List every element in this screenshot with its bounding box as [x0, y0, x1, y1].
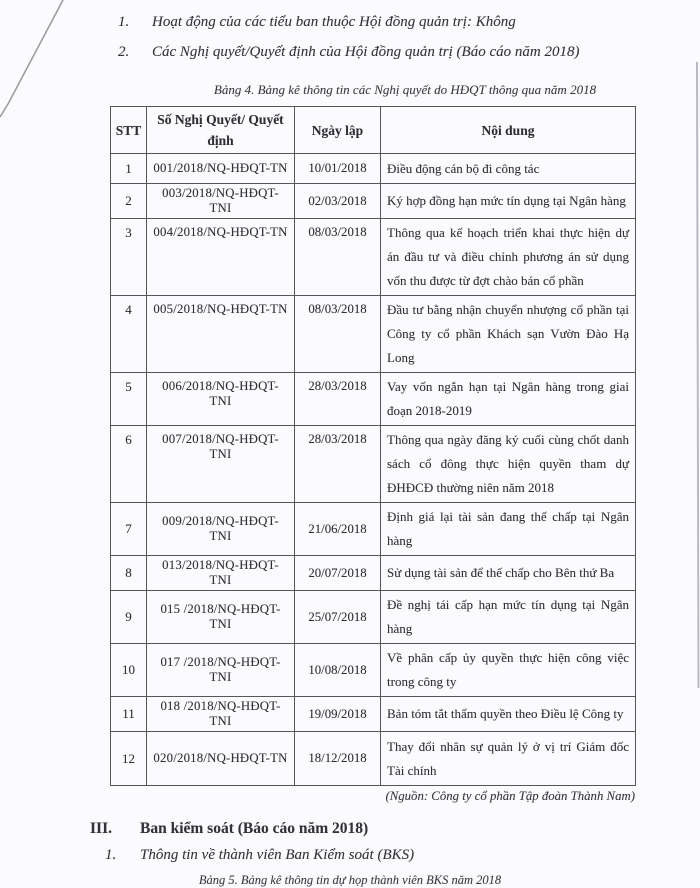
table-row [111, 732, 636, 786]
cell-content: Bản tóm tắt thẩm quyền theo Điều lệ Công ty [381, 697, 636, 732]
cell-stt: 7 [111, 503, 147, 556]
header-content: Nội dung [381, 107, 636, 154]
table-row [111, 591, 636, 644]
table-row [111, 556, 636, 591]
section3-sub-item [0, 847, 700, 864]
source-note: (Nguồn: Công ty cổ phần Tập đoàn Thành Nam) [385, 789, 635, 803]
cell-content: Đầu tư bằng nhận chuyển nhượng cổ phần tại Công ty cổ phần Khách sạn Vườn Đào Hạ Long [381, 296, 636, 373]
cell-resolution-number: 020/2018/NQ-HĐQT-TN [147, 732, 295, 786]
cell-date: 21/06/2018 [295, 503, 381, 556]
cell-stt: 3 [111, 219, 147, 296]
cell-date: 19/09/2018 [295, 697, 381, 732]
scan-edge-line [697, 62, 699, 688]
table-row [111, 503, 636, 556]
cell-resolution-number: 017 /2018/NQ-HĐQT-TNI [147, 644, 295, 697]
table-row [111, 296, 636, 373]
cell-content: Định giá lại tài sản đang thế chấp tại Ngân hàng [381, 503, 636, 556]
cell-stt: 5 [111, 373, 147, 426]
cell-content: Thay đổi nhân sự quản lý ở vị trí Giám đốc Tài chính [381, 732, 636, 786]
intro-item-number: 1. [118, 14, 130, 30]
table4-caption: Bảng 4. Bảng kê thông tin các Nghị quyết do HĐQT thông qua năm 2018 [213, 82, 597, 97]
cell-date: 02/03/2018 [295, 184, 381, 219]
section-title: Ban kiểm soát (Báo cáo năm 2018) [140, 820, 369, 837]
cell-resolution-number: 003/2018/NQ-HĐQT-TNI [147, 184, 295, 219]
resolutions-table [110, 106, 636, 786]
cell-stt: 6 [111, 426, 147, 503]
header-stt: STT [111, 107, 147, 154]
intro-item-1 [0, 12, 700, 32]
header-date: Ngày lập [295, 107, 381, 154]
intro-item-number: 2. [118, 44, 130, 60]
cell-resolution-number: 013/2018/NQ-HĐQT-TNI [147, 556, 295, 591]
table-row [111, 426, 636, 503]
cell-date: 10/01/2018 [295, 154, 381, 184]
cell-date: 20/07/2018 [295, 556, 381, 591]
cell-content: Ký hợp đồng hạn mức tín dụng tại Ngân hàng [381, 184, 636, 219]
cell-stt: 8 [111, 556, 147, 591]
cell-stt: 9 [111, 591, 147, 644]
cell-resolution-number: 001/2018/NQ-HĐQT-TN [147, 154, 295, 184]
sub-item-text: Thông tin về thành viên Ban Kiểm soát (BKS) [140, 847, 415, 863]
cell-resolution-number: 004/2018/NQ-HĐQT-TN [147, 219, 295, 296]
cell-date: 10/08/2018 [295, 644, 381, 697]
section-heading-3 [0, 820, 700, 838]
cell-stt: 4 [111, 296, 147, 373]
table-row [111, 219, 636, 296]
cell-content: Vay vốn ngắn hạn tại Ngân hàng trong giai đoạn 2018-2019 [381, 373, 636, 426]
cell-resolution-number: 005/2018/NQ-HĐQT-TN [147, 296, 295, 373]
cell-date: 25/07/2018 [295, 591, 381, 644]
table-row [111, 373, 636, 426]
cell-content: Đề nghị tái cấp hạn mức tín dụng tại Ngân hàng [381, 591, 636, 644]
intro-item-2 [0, 42, 700, 62]
cell-stt: 1 [111, 154, 147, 184]
intro-item-text: Hoạt động của các tiểu ban thuộc Hội đồng quản trị: Không [152, 14, 516, 30]
cell-date: 18/12/2018 [295, 732, 381, 786]
cell-stt: 11 [111, 697, 147, 732]
cell-content: Thông qua ngày đăng ký cuối cùng chốt danh sách cổ đông thực hiện quyền tham dự ĐHĐCĐ thường niên năm 2018 [381, 426, 636, 503]
cell-date: 08/03/2018 [295, 219, 381, 296]
cell-content: Điều động cán bộ đi công tác [381, 154, 636, 184]
cell-resolution-number: 006/2018/NQ-HĐQT-TNI [147, 373, 295, 426]
table-header-row [111, 107, 636, 154]
cell-date: 28/03/2018 [295, 426, 381, 503]
cell-stt: 12 [111, 732, 147, 786]
header-resolution-number: Số Nghị Quyết/ Quyết định [147, 107, 295, 154]
cell-resolution-number: 018 /2018/NQ-HĐQT-TNI [147, 697, 295, 732]
cell-resolution-number: 009/2018/NQ-HĐQT-TNI [147, 503, 295, 556]
cell-date: 08/03/2018 [295, 296, 381, 373]
cell-content: Về phân cấp ủy quyền thực hiện công việc trong công ty [381, 644, 636, 697]
table-row [111, 184, 636, 219]
cell-resolution-number: 007/2018/NQ-HĐQT-TNI [147, 426, 295, 503]
table5-caption: Bảng 5. Bảng kê thông tin dự họp thành viên BKS năm 2018 [198, 873, 502, 887]
cell-date: 28/03/2018 [295, 373, 381, 426]
cell-content: Sử dụng tài sản để thế chấp cho Bên thứ Ba [381, 556, 636, 591]
table-row [111, 644, 636, 697]
table-row [111, 154, 636, 184]
section-number: III. [90, 820, 112, 837]
cell-stt: 2 [111, 184, 147, 219]
table-row [111, 697, 636, 732]
cell-resolution-number: 015 /2018/NQ-HĐQT-TNI [147, 591, 295, 644]
cell-stt: 10 [111, 644, 147, 697]
cell-content: Thông qua kế hoạch triển khai thực hiện dự án đầu tư và điều chỉnh phương án sử dụng vốn thu được từ đợt chào bán cổ phần [381, 219, 636, 296]
intro-item-text: Các Nghị quyết/Quyết định của Hội đồng quản trị (Báo cáo năm 2018) [152, 44, 580, 60]
sub-item-number: 1. [105, 847, 117, 863]
